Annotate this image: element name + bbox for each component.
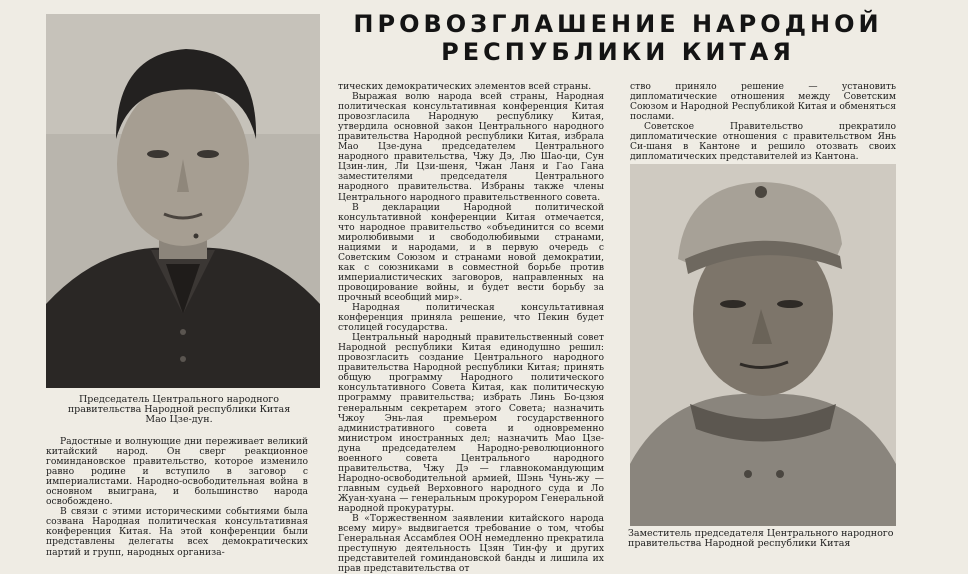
article-column-left (46, 436, 308, 558)
headline-line-1: ПРОВОЗГЛАШЕНИЕ НАРОДНОЙ (353, 10, 883, 38)
article-column-middle (338, 81, 604, 574)
photo-caption-right: Заместитель председателя Центрального народного правительства Народной республики Китая (628, 528, 894, 549)
paragraph: тических демократических элементов всей страны. (338, 81, 592, 92)
portrait-left-image (46, 14, 320, 388)
paragraph: Радостные и волнующие дни переживает великий китайский народ. Он сверг реакционное гоминдановское правительство, которое изменило равно родине и вступило в заговор с империалистами. Народно-освободительная война в основном выиграна, и большинство народа освобождено. (46, 436, 308, 508)
article-column-right (630, 81, 896, 163)
paragraph: Советское Правительство прекратило дипломатические отношения с правительством Янь Си-шаня в Кантоне и решило отозвать своих дипломатических представителей из Кантона. (630, 121, 896, 163)
page-headline (338, 10, 898, 66)
paragraph: В «Торжественном заявлении китайского народа всему миру» выдвигается требование о том, чтобы Генеральная Ассамблея ООН немедленно прекратила преступную деятельность Цзян Тин-фу и других представителей гоминдановской банды и лишила их прав представительства от (338, 513, 604, 574)
paragraph: В связи с этими историческими событиями была созвана Народная политическая консультативная конференция Китая. На этой конференции были представлены делегаты всех демократических партий и групп, народных организа- (46, 506, 308, 558)
paragraph: Народная политическая консультативная конференция приняла решение, что Пекин будет столицей государства. (338, 302, 604, 334)
portrait-photo-left (46, 14, 320, 388)
headline-line-2: РЕСПУБЛИКИ КИТАЯ (441, 38, 795, 66)
photo-caption-left: Председатель Центрального народного правительства Народной республики Китая Мао Цзе-дун. (67, 394, 291, 425)
paragraph: ство приняло решение — установить дипломатические отношения между Советским Союзом и Народной Республикой Китая и обменяться послами. (630, 81, 896, 123)
paragraph: Центральный народный правительственный совет Народной республики Китая единодушно решил: провозгласить создание Центрального народного правительства Народной республики Китая; принять общую программу Народного политического консультативного Совета Китая, как политическую программу правительства; избрать Линь Бо-цзюя генеральным секретарем этого Совета; назначить Чжоу Энь-лая премьером государственного административного совета и одновременно министром иностранных дел; назначить Мао Цзе-дуна председателем Народно-революционного военного совета Центрального народного правительства, Чжу Дэ — главнокомандующим Народно-освободительной армией, Шэнь Чунь-жу — главным судьей Верховного народного суда и Ло Жуан-хуана — генеральным прокурором Генеральной народной прокуратуры. (338, 332, 604, 514)
paragraph: В декларации Народной политической консультативной конференции Китая отмечается, что народное правительство «объединится со всеми миролюбивыми и свободолюбивыми странами, нациями и народами, и в первую очередь с Советским Союзом и странами новой демократии, как с союзниками в совместной борьбе против империалистических заговоров, направленных на провоцирование войны, и будет вести борьбу за прочный всеобщий мир». (338, 201, 604, 303)
portrait-right-image (630, 164, 896, 526)
paragraph: Выражая волю народа всей страны, Народная политическая консультативная конференция Китая провозгласила Народную республику Китая, утвердила основной закон Центрального народного правительства Народной республики Китая, избрала Мао Цзе-дуна председателем Центрального народного правительства, Чжу Дэ, Лю Шао-ци, Сун Цзин-лин, Ли Цзи-шеня, Чжан Ланя и Гао Гана заместителями председателя Центрального народного правительства. Избраны также члены Центрального народного правительственного совета. (338, 91, 604, 203)
portrait-photo-right (630, 164, 896, 526)
